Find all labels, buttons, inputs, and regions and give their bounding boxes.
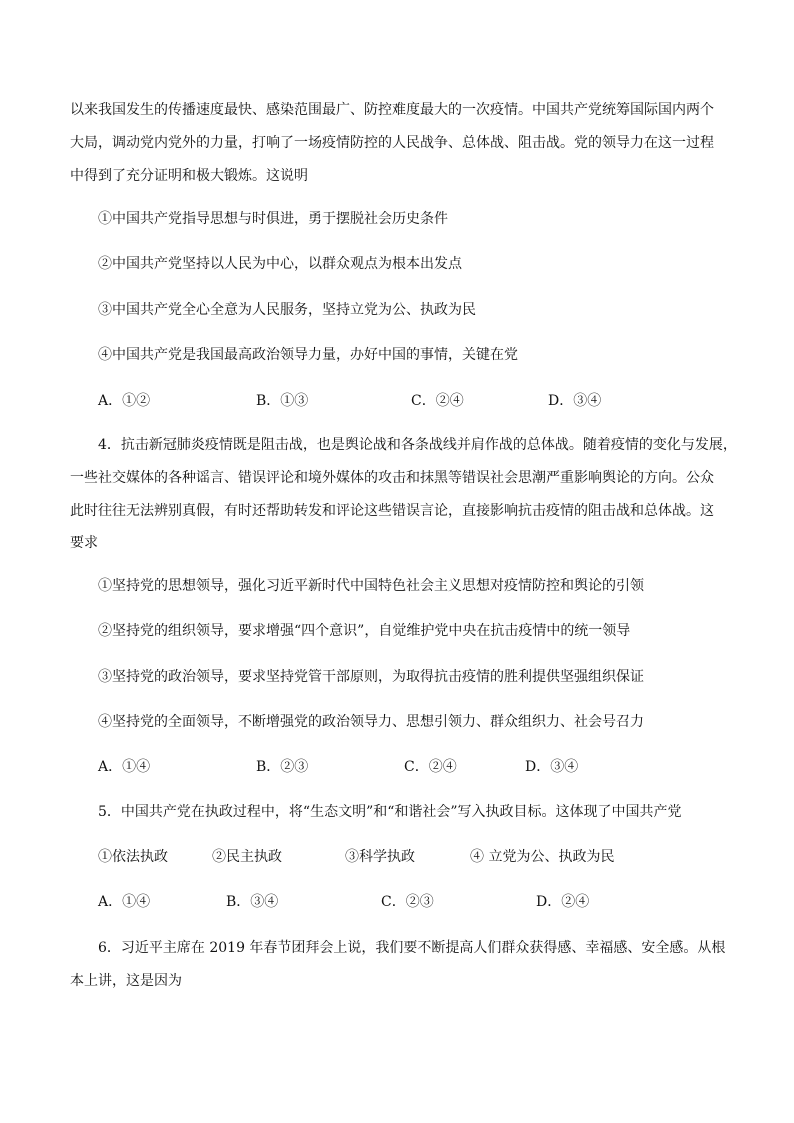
q5-statement-2: ②民主执政 [212,849,282,865]
q3-stem-line-1: 以来我国发生的传播速度最快、感染范围最广、防控难度最大的一次疫情。中国共产党统筹国际国内两个 [70,102,714,118]
q3-choice-c[interactable]: C．②④ [411,393,464,409]
q4-choice-a[interactable]: A．①④ [98,759,151,775]
q4-stem-line-4: 要求 [70,535,98,551]
q5-choice-b[interactable]: B．③④ [226,894,279,910]
q4-statement-1: ①坚持党的思想领导，强化习近平新时代中国特色社会主义思想对疫情防控和舆论的引领 [98,578,644,594]
q4-stem-line-1: 4．抗击新冠肺炎疫情既是阻击战，也是舆论战和各条战线并肩作战的总体战。随着疫情的变化与发展， [98,437,737,453]
q5-choice-d[interactable]: D．②④ [536,894,590,910]
q6-stem-line-1: 6．习近平主席在 2019 年春节团拜会上说，我们要不断提高人们群众获得感、幸福感、安全感。从根 [98,940,726,956]
q4-statement-4: ④坚持党的全面领导，不断增强党的政治领导力、思想引领力、群众组织力、社会号召力 [98,714,644,730]
q4-statement-3: ③坚持党的政治领导，要求坚持党管干部原则，为取得抗击疫情的胜利提供坚强组织保证 [98,669,644,685]
q5-statement-1: ①依法执政 [98,849,168,865]
q5-choice-c[interactable]: C．②③ [381,894,434,910]
q3-stem-line-3: 中得到了充分证明和极大锻炼。这说明 [70,168,308,184]
q5-choice-a[interactable]: A．①④ [98,894,151,910]
q4-statement-2: ②坚持党的组织领导，要求增强“四个意识”，自觉维护党中央在抗击疫情中的统一领导 [98,623,631,639]
q3-statement-1: ①中国共产党指导思想与时俱进，勇于摆脱社会历史条件 [98,211,448,227]
q3-statement-3: ③中国共产党全心全意为人民服务，坚持立党为公、执政为民 [98,302,476,318]
q3-choice-a[interactable]: A．①② [98,393,151,409]
q5-statement-4: ④ 立党为公、执政为民 [470,849,615,865]
q3-statement-4: ④中国共产党是我国最高政治领导力量，办好中国的事情，关键在党 [98,347,518,363]
q4-choice-d[interactable]: D．③④ [525,759,579,775]
q3-choice-b[interactable]: B．①③ [256,393,309,409]
q3-stem-line-2: 大局，调动党内党外的力量，打响了一场疫情防控的人民战争、总体战、阻击战。党的领导力在这一过程 [70,135,714,151]
q3-statement-2: ②中国共产党坚持以人民为中心，以群众观点为根本出发点 [98,256,462,272]
q4-choice-b[interactable]: B．②③ [256,759,309,775]
q5-statement-3: ③科学执政 [345,849,415,865]
q4-stem-line-3: 此时往往无法辨别真假，有时还帮助转发和评论这些错误言论，直接影响抗击疫情的阻击战和总体战。这 [70,503,714,519]
q3-choice-d[interactable]: D．③④ [548,393,602,409]
q4-stem-line-2: 一些社交媒体的各种谣言、错误评论和境外媒体的攻击和抹黑等错误社会思潮严重影响舆论的方向。公众 [70,470,714,486]
q5-stem-line-1: 5．中国共产党在执政过程中，将“生态文明”和“和谐社会”写入执政目标。这体现了中国共产党 [98,804,682,820]
q4-choice-c[interactable]: C．②④ [404,759,457,775]
q6-stem-line-2: 本上讲，这是因为 [70,973,182,989]
